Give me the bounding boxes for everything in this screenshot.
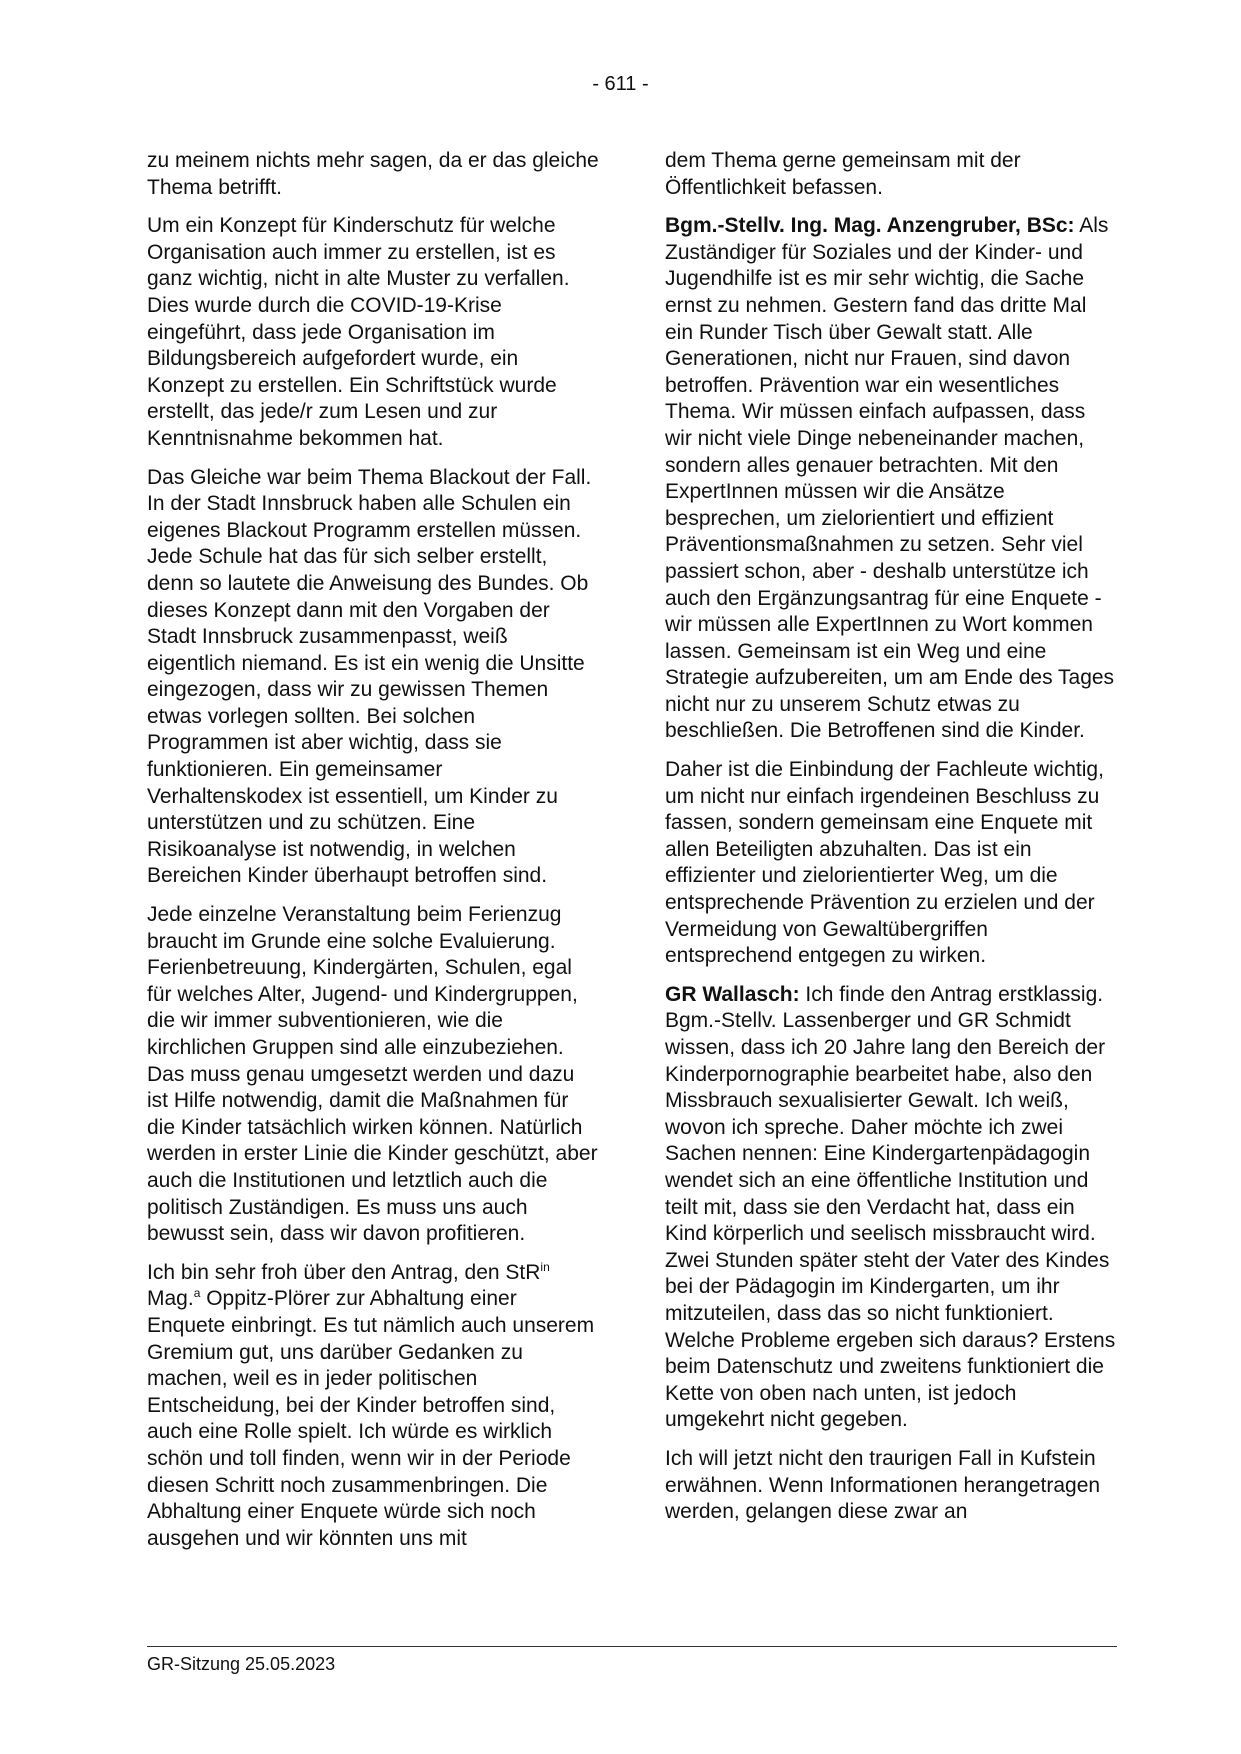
paragraph [665,982,1117,1434]
paragraph: Ich will jetzt nicht den traurigen Fall in Kufstein erwähnen. Wenn Informationen herangetragen werden, gelangen diese zwar an [665,1446,1101,1524]
paragraph-text: Als Zuständiger für Soziales und der Kinder- und Jugendhilfe ist es mir sehr wichtig, die Sache ernst zu nehmen. Gestern fand das dritte Mal ein Runder Tisch über Gewalt statt. Alle Generationen, nicht nur Frauen, sind davon betroffen. Prävention war ein wesentliches Thema. Wir müssen einfach aufpassen, dass wir nicht viele Dinge nebeneinander machen, sondern alles genauer betrachten. Mit den ExpertInnen müssen wir die Ansätze besprechen, um zielorientiert und effizient Präventionsmaßnahmen zu setzen. Sehr viel passiert schon, aber - deshalb unterstütze ich auch den Ergänzungsantrag für eine Enquete - wir müssen alle ExpertInnen zu Wort kommen lassen. Gemeinsam ist ein Weg und eine Strategie aufzubereiten, um am Ende des Tages nicht nur zu unserem Schutz etwas zu beschließen. Die Betroffenen sind die Kinder. [665,214,1115,743]
paragraph: Daher ist die Einbindung der Fachleute wichtig, um nicht nur einfach irgendeinen Beschluss zu fassen, sondern gemeinsam eine Enquete mit allen Beteiligten abzuhalten. Das ist ein effizienter und zielorientierter Weg, um die entsprechende Prävention zu erzielen und der Vermeidung von Gewaltübergriffen entsprechend entgegen zu wirken. [665,758,1104,968]
paragraph: zu meinem nichts mehr sagen, da er das gleiche Thema betrifft. [147,149,599,199]
footer-divider [147,1646,1117,1647]
superscript: in [540,1259,550,1274]
paragraph [665,213,1117,745]
speaker-name: GR Wallasch: [665,982,800,1006]
paragraph-text: Ich bin sehr froh über den Antrag, den StR [147,1260,541,1284]
footer-text: GR-Sitzung 25.05.2023 [147,1654,336,1674]
paragraph: Das Gleiche war beim Thema Blackout der Fall. In der Stadt Innsbruck haben alle Schulen ein eigenes Blackout Programm erstellen müssen. Jede Schule hat das für sich selber erstellt, denn so lautete die Anweisung des Bundes. Ob dieses Konzept dann mit den Vorgaben der Stadt Innsbruck zusammenpasst, weiß eigentlich niemand. Es ist ein wenig die Unsitte eingezogen, dass wir zu gewissen Themen etwas vorlegen sollten. Bei solchen Programmen ist aber wichtig, dass sie funktionieren. Ein gemeinsamer Verhaltenskodex ist essentiell, um Kinder zu unterstützen und zu schützen. Eine Risikoanalyse ist notwendig, in welchen Bereichen Kinder überhaupt betroffen sind. [147,465,592,888]
paragraph: Um ein Konzept für Kinderschutz für welche Organisation auch immer zu erstellen, ist es ganz wichtig, nicht in alte Muster zu verfallen. Dies wurde durch die COVID-19-Krise eingeführt, dass jede Organisation im Bildungsbereich aufgefordert wurde, ein Konzept zu erstellen. Ein Schriftstück wurde erstellt, das jede/r zum Lesen und zur Kenntnisnahme bekommen hat. [147,214,570,450]
paragraph [147,1260,599,1553]
paragraph: dem Thema gerne gemeinsam mit der Öffentlichkeit befassen. [665,149,1021,199]
left-column [147,148,599,1564]
paragraph: Jede einzelne Veranstaltung beim Ferienzug braucht im Grunde eine solche Evaluierung. Ferienbetreuung, Kindergärten, Schulen, egal für welches Alter, Jugend- und Kindergruppen, die wir immer subventionieren, wie die kirchlichen Gruppen sind alle einzubeziehen. Das muss genau umgesetzt werden und dazu ist Hilfe notwendig, damit die Maßnahmen für die Kinder tatsächlich wirken können. Natürlich werden in erster Linie die Kinder geschützt, aber auch die Institutionen und letztlich auch die politisch Zuständigen. Es muss uns auch bewusst sein, dass wir davon profitieren. [147,903,598,1246]
superscript: a [193,1286,201,1301]
paragraph-text: Ich finde den Antrag erstklassig. Bgm.-Stellv. Lassenberger und GR Schmidt wissen, dass ich 20 Jahre lang den Bereich der Kinderpornographie bearbeitet habe, also den Missbrauch sexualisierter Gewalt. Ich weiß, wovon ich spreche. Daher möchte ich zwei Sachen nennen: Eine Kindergartenpädagogin wendet sich an eine öffentliche Institution und teilt mit, dass sie den Verdacht hat, dass ein Kind körperlich und seelisch missbraucht wird. Zwei Stunden später steht der Vater des Kindes bei der Pädagogin im Kindergarten, um ihr mitzuteilen, dass das so nicht funktioniert. Welche Probleme ergeben sich daraus? Erstens beim Datenschutz und zweitens funktioniert die Kette von oben nach unten, ist jedoch umgekehrt nicht gegeben. [665,982,1116,1432]
speaker-name: Bgm.-Stellv. Ing. Mag. Anzengruber, BSc: [665,214,1075,238]
page-number: - 611 - [592,73,649,95]
right-column [665,148,1117,1538]
paragraph-text: Mag. [147,1287,194,1311]
paragraph-text: Oppitz-Plörer zur Abhaltung einer Enquete einbringt. Es tut nämlich auch unserem Gremium gut, uns darüber Gedanken zu machen, weil es in jeder politischen Entscheidung, bei der Kinder betroffen sind, auch eine Rolle spielt. Ich würde es wirklich schön und toll finden, wenn wir in der Periode diesen Schritt noch zusammenbringen. Die Abhaltung einer Enquete würde sich noch ausgehen und wir könnten uns mit [147,1287,595,1550]
